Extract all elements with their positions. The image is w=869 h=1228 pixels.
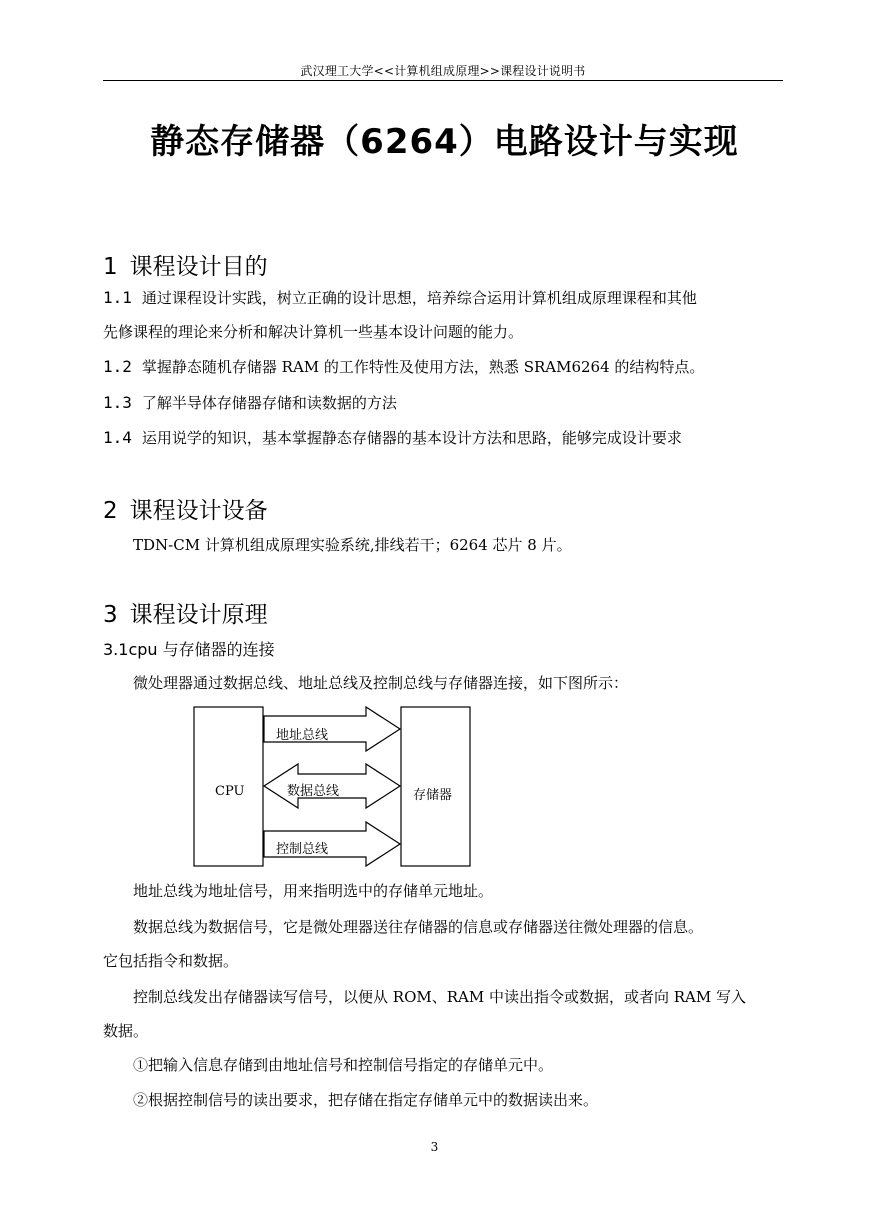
- item-number: 1.2: [103, 357, 132, 376]
- subsection-3-1-heading: 3.1cpu 与存储器的连接: [103, 640, 275, 659]
- address-bus-label: 地址总线: [276, 728, 329, 743]
- section-title: 课程设计原理: [129, 602, 268, 628]
- diagram-intro: 微处理器通过数据总线、地址总线及控制总线与存储器连接，如下图所示：: [133, 674, 629, 692]
- equipment-text: TDN-CM 计算机组成原理实验系统,排线若干；6264 芯片 8 片。: [133, 536, 572, 554]
- control-bus-description-continued: 数据。: [103, 1022, 149, 1040]
- item-text: 通过课程设计实践，树立正确的设计思想，培养综合运用计算机组成原理课程和其他: [141, 289, 697, 307]
- header-rule: [103, 80, 783, 81]
- section-number: 1: [103, 254, 118, 280]
- list-item-1-4: [103, 428, 788, 448]
- data-bus-description: 数据总线为数据信号，它是微处理器送往存储器的信息或存储器送往微处理器的信息。: [133, 918, 704, 936]
- item-number: 1.3: [103, 393, 132, 412]
- section-2-heading: [103, 492, 268, 525]
- memory-label: 存储器: [413, 788, 453, 803]
- control-bus-description: 控制总线发出存储器读写信号，以便从 ROM、RAM 中读出指令或数据，或者向 RAM 写入: [133, 988, 746, 1006]
- cpu-label: CPU: [215, 784, 245, 799]
- cpu-memory-bus-diagram: [190, 704, 480, 870]
- data-bus-label: 数据总线: [287, 784, 340, 799]
- section-title: 课程设计目的: [129, 254, 268, 280]
- section-3-heading: [103, 596, 268, 629]
- page-number: 3: [430, 1140, 439, 1154]
- item-text: 了解半导体存储器存储和读数据的方法: [141, 394, 397, 412]
- page-header: 武汉理工大学<<计算机组成原理>>课程设计说明书: [300, 64, 586, 78]
- data-bus-description-continued: 它包括指令和数据。: [103, 952, 239, 970]
- address-bus-description: 地址总线为地址信号，用来指明选中的存储单元地址。: [133, 882, 494, 900]
- section-1-heading: [103, 248, 268, 281]
- section-number: 3: [103, 602, 118, 628]
- list-item-1-3: [103, 393, 788, 413]
- list-item-1-2: [103, 357, 788, 377]
- control-bus-label: 控制总线: [276, 842, 329, 857]
- function-item-1: ①把输入信息存储到由地址信号和控制信号指定的存储单元中。: [133, 1056, 554, 1074]
- list-item-1-1: [103, 288, 788, 308]
- item-number: 1.1: [103, 288, 132, 307]
- section-number: 2: [103, 498, 118, 524]
- function-item-2: ②根据控制信号的读出要求，把存储在指定存储单元中的数据读出来。: [133, 1091, 599, 1109]
- item-text: 掌握静态随机存储器 RAM 的工作特性及使用方法，熟悉 SRAM6264 的结构特点。: [141, 358, 705, 376]
- item-number: 1.4: [103, 428, 132, 447]
- document-title: 静态存储器（6264）电路设计与实现: [150, 122, 739, 162]
- section-title: 课程设计设备: [129, 498, 268, 524]
- list-item-1-1-continued: 先修课程的理论来分析和解决计算机一些基本设计问题的能力。: [103, 323, 524, 341]
- item-text: 运用说学的知识，基本掌握静态存储器的基本设计方法和思路，能够完成设计要求: [141, 429, 682, 447]
